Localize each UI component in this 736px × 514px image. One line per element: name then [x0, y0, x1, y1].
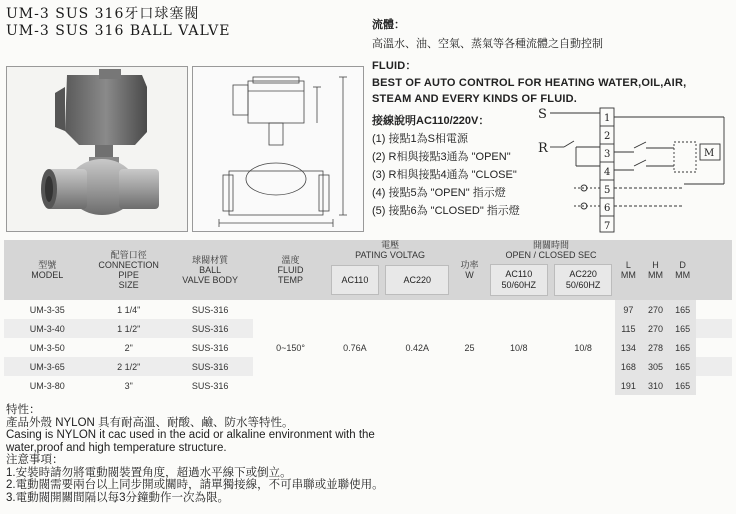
title-zh: UM-3 SUS 316牙口球塞閥 — [6, 6, 200, 22]
cell-d: 165 — [670, 357, 696, 376]
cell-h: 310 — [641, 376, 669, 395]
header-voltage: 電壓 PATING VOLTAG — [328, 240, 453, 260]
cell-size: 1 1/2" — [90, 319, 166, 338]
caution-item: 2.電動閥需要兩台以上同步開或關時，請單獨接線，不可串聯或並聯使用。 — [6, 479, 384, 491]
terminal-label: 6 — [604, 203, 611, 214]
cell-l: 168 — [615, 357, 641, 376]
cell-model: UM-3-80 — [29, 380, 65, 391]
cell-model: UM-3-35 — [29, 304, 65, 315]
cell-size: 2" — [124, 342, 133, 353]
feature-zh: 產品外殼 NYLON 具有耐高溫、耐酸、鹼、防水等特性。 — [6, 416, 294, 429]
cell-size: 2 1/2" — [90, 357, 166, 376]
cell-power: 25 — [464, 342, 475, 353]
terminal-label: 1 — [604, 113, 611, 124]
product-title — [6, 6, 231, 40]
header-connection: 配管口徑 CONNECTION PIPE SIZE — [90, 240, 166, 300]
header-spacer — [696, 240, 732, 300]
feature-en-2: water,proof and high temperature structure. — [6, 441, 227, 454]
header-l: L MM — [615, 240, 641, 300]
cell-ac220: 0.42A — [405, 342, 429, 353]
cell-h: 270 — [641, 300, 669, 319]
valve-photo-illustration — [7, 67, 187, 231]
header-time: 開關時間 OPEN / CLOSED SEC — [487, 240, 616, 260]
wiring-list — [372, 130, 520, 220]
cell-l: 115 — [615, 319, 641, 338]
cell-time220: 10/8 — [574, 342, 592, 353]
cell-h: 305 — [641, 357, 669, 376]
cell-body: SUS-316 — [167, 357, 253, 376]
motor-label: M — [704, 148, 715, 159]
table-row — [4, 300, 732, 319]
terminal-label: 3 — [604, 149, 611, 160]
cell-l: 191 — [615, 376, 641, 395]
cell-model: UM-3-40 — [4, 319, 90, 338]
wiring-item: (1) 接點1為S相電源 — [372, 133, 468, 145]
valve-photo — [6, 66, 188, 232]
cell-l: 97 — [615, 300, 641, 319]
cell-body: SUS-316 — [167, 319, 253, 338]
cell-d: 165 — [670, 338, 696, 357]
feature-en-1: Casing is NYLON it cac used in the acid or alkaline environment with the — [6, 429, 375, 441]
valve-line-drawing — [193, 67, 363, 231]
cell-ac110: 0.76A — [343, 342, 367, 353]
valve-drawing — [192, 66, 364, 232]
header-time-ac110: AC110 50/60HZ — [487, 260, 551, 300]
terminal-label: 4 — [604, 167, 611, 178]
wiring-item: (4) 接點5為 "OPEN" 指示燈 — [372, 187, 506, 199]
cell-time110: 10/8 — [510, 342, 528, 353]
header-volt-ac110: AC110 — [328, 260, 382, 300]
fluid-heading-zh: 流體： — [372, 19, 405, 31]
cell-d: 165 — [670, 300, 696, 319]
feature-heading: 特性： — [6, 404, 41, 416]
terminal-label: 2 — [604, 131, 611, 142]
wiring-item: (2) R相與接點3通為 "OPEN" — [372, 151, 511, 163]
cell-body: SUS-316 — [191, 342, 229, 353]
header-h: H MM — [641, 240, 669, 300]
fluid-desc-en-1: BEST OF AUTO CONTROL FOR HEATING WATER,OIL,AIR, — [372, 77, 687, 89]
fluid-desc-zh: 高溫水、油、空氣、蒸氣等各種流體之自動控制 — [372, 38, 603, 50]
fluid-heading-en: FLUID： — [372, 60, 417, 72]
cell-model: UM-3-50 — [29, 342, 65, 353]
header-volt-ac220: AC220 — [382, 260, 452, 300]
header-temp: 溫度 FLUID TEMP — [253, 240, 327, 300]
cell-d: 165 — [670, 319, 696, 338]
header-model: 型號 MODEL — [4, 240, 90, 300]
wiring-heading: 接線說明AC110/220V： — [372, 115, 490, 127]
cell-model: UM-3-65 — [4, 357, 90, 376]
terminal-label: 7 — [604, 221, 611, 232]
wiring-item: (3) R相與接點4通為 "CLOSE" — [372, 169, 517, 181]
cell-size: 1 1/4" — [117, 304, 141, 315]
title-en: UM-3 SUS 316 BALL VALVE — [6, 23, 231, 39]
cell-h: 278 — [641, 338, 669, 357]
cell-d: 165 — [670, 376, 696, 395]
cell-temp: 0~150° — [276, 342, 305, 353]
header-time-ac220: AC220 50/60HZ — [551, 260, 615, 300]
header-body: 球閥材質 BALL VALVE BODY — [167, 240, 253, 300]
caution-item: 3.電動閥開關間隔以每3分鐘動作一次為限。 — [6, 491, 229, 504]
spec-table — [4, 240, 732, 395]
wiring-section — [372, 112, 520, 220]
terminal-label: 5 — [604, 185, 611, 196]
caution-item: 1.安裝時請勿將電動閥裝置角度，超過水平線下或倒立。 — [6, 466, 292, 479]
cell-h: 270 — [641, 319, 669, 338]
notes-section — [6, 404, 384, 504]
cell-body: SUS-316 — [191, 304, 229, 315]
fluid-section — [372, 16, 686, 105]
cell-size: 3" — [124, 380, 133, 391]
header-d: D MM — [670, 240, 696, 300]
diagram-label-r: R — [538, 141, 548, 156]
cell-body: SUS-316 — [191, 380, 229, 391]
fluid-desc-en-2: STEAM AND EVERY KINDS OF FLUID. — [372, 93, 578, 105]
diagram-label-s: S — [538, 107, 547, 122]
header-power: 功率 W — [452, 240, 486, 300]
cell-l: 134 — [615, 338, 641, 357]
wiring-diagram — [534, 104, 730, 236]
caution-heading: 注意事項： — [6, 454, 64, 466]
wiring-item: (5) 接點6為 "CLOSED" 指示燈 — [372, 205, 520, 217]
